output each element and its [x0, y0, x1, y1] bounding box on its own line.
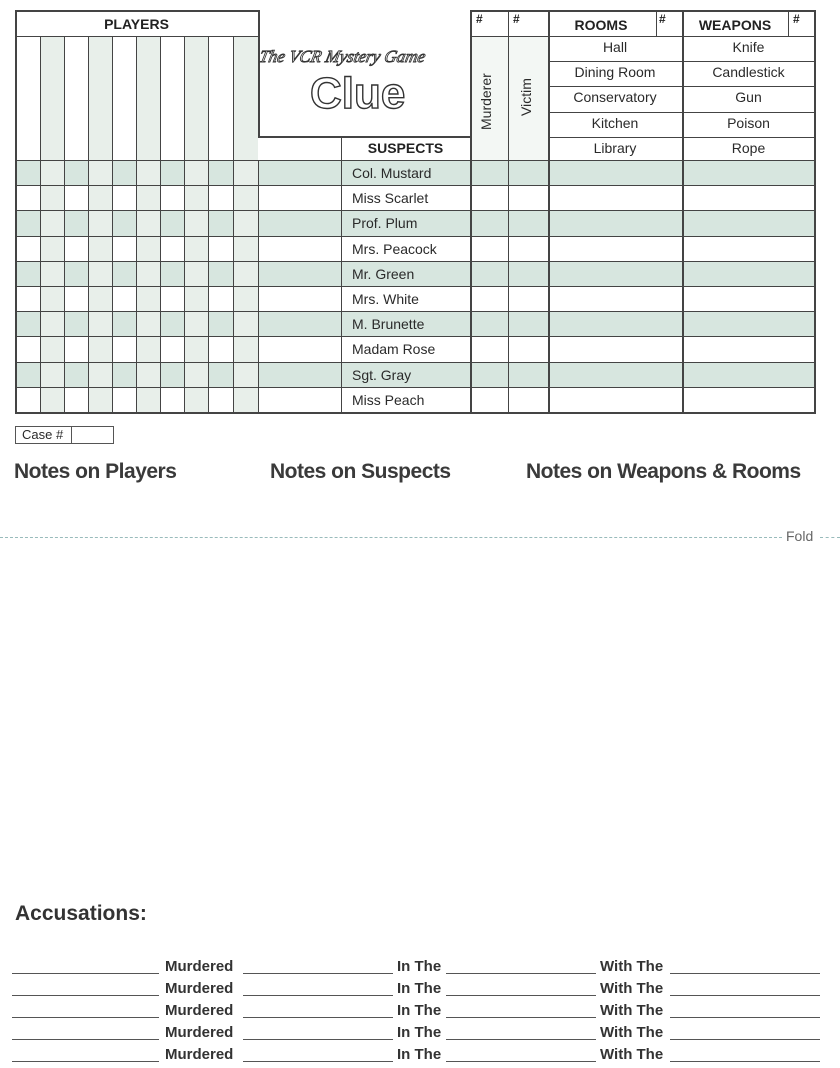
player-column-shade — [40, 36, 64, 412]
case-divider — [71, 427, 72, 443]
suspect-name: Mrs. White — [352, 291, 419, 307]
rw-row-line — [548, 112, 814, 113]
player-col-line — [136, 36, 137, 412]
accuser-blank[interactable] — [12, 1039, 159, 1040]
weapon-name: Rope — [731, 139, 766, 156]
frame-top-players — [15, 10, 258, 12]
murdered-label: Murdered — [165, 1024, 234, 1041]
player-col-line — [40, 36, 41, 412]
in-the-label: In The — [397, 1002, 442, 1019]
rw-row-line — [548, 137, 814, 138]
suspects-header-top — [341, 136, 470, 137]
suspect-name: Col. Mustard — [352, 165, 432, 181]
suspect-row-line — [15, 336, 814, 337]
svg-text:Clue: Clue — [310, 69, 406, 118]
suspects-col-left — [341, 136, 342, 412]
accusation-row — [0, 958, 840, 980]
player-col-line — [233, 36, 234, 412]
weapon-blank[interactable] — [670, 1017, 820, 1018]
weapon-blank[interactable] — [670, 973, 820, 974]
with-the-label: With The — [600, 1046, 664, 1063]
with-the-label: With The — [600, 958, 664, 975]
weapon-name: Candlestick — [712, 64, 785, 81]
fold-line — [0, 537, 782, 538]
room-name: Dining Room — [574, 64, 656, 81]
murdered-label: Murdered — [165, 1002, 234, 1019]
murdered-label: Murdered — [165, 1046, 234, 1063]
accuser-blank[interactable] — [12, 973, 159, 974]
victim-blank[interactable] — [243, 973, 393, 974]
murderer-label: Murderer — [478, 73, 494, 130]
rw-row-line — [548, 86, 814, 87]
accusation-row — [0, 1046, 840, 1068]
room-name: Conservatory — [573, 89, 657, 106]
rw-header-rule — [548, 36, 814, 37]
frame-bottom — [15, 412, 816, 414]
player-col-line — [208, 36, 209, 412]
suspect-row-line — [15, 210, 814, 211]
victim-blank[interactable] — [243, 1017, 393, 1018]
murdered-label: Murdered — [165, 980, 234, 997]
suspect-name: M. Brunette — [352, 316, 425, 333]
case-label: Case # — [22, 427, 64, 442]
suspect-name: Miss Scarlet — [352, 190, 429, 207]
rooms-hash-divider — [656, 10, 657, 36]
room-name: Hall — [602, 39, 628, 55]
suspect-name: Prof. Plum — [352, 215, 418, 232]
player-column-shade — [136, 36, 160, 412]
case-number-box[interactable] — [15, 426, 114, 444]
clue-logo-art — [258, 36, 468, 122]
weapon-name: Gun — [735, 89, 762, 106]
suspect-row-line — [15, 362, 814, 363]
svg-text:The VCR Mystery Game: The VCR Mystery Game — [258, 47, 428, 66]
suspect-name: Mrs. Peacock — [352, 240, 437, 257]
suspect-row-line — [15, 387, 814, 388]
suspect-row-line — [15, 261, 814, 262]
notes-suspects-heading: Notes on Suspects — [270, 460, 451, 483]
player-col-line — [160, 36, 161, 412]
weapon-name: Poison — [727, 114, 770, 131]
game-logo — [258, 36, 468, 122]
weapons-hash-divider — [788, 10, 789, 36]
with-the-label: With The — [600, 1002, 664, 1019]
suspect-name: Madam Rose — [352, 341, 436, 358]
suspect-row-line — [15, 185, 814, 186]
room-blank[interactable] — [446, 995, 596, 996]
room-blank[interactable] — [446, 973, 596, 974]
victim-hash: # — [513, 12, 520, 26]
weapon-blank[interactable] — [670, 995, 820, 996]
player-column-shade — [184, 36, 208, 412]
player-col-line — [184, 36, 185, 412]
suspects-header: SUSPECTS — [367, 140, 444, 156]
in-the-label: In The — [397, 1046, 442, 1063]
room-name: Library — [593, 139, 637, 156]
victim-blank[interactable] — [243, 1039, 393, 1040]
victim-blank[interactable] — [243, 995, 393, 996]
suspect-row-line — [15, 286, 814, 287]
fold-label: Fold — [786, 528, 814, 544]
accuser-blank[interactable] — [12, 995, 159, 996]
accusation-row — [0, 1002, 840, 1024]
in-the-label: In The — [397, 980, 442, 997]
frame-top-right — [470, 10, 816, 12]
frame-right — [814, 10, 816, 412]
suspect-name: Sgt. Gray — [352, 366, 412, 383]
weapon-name: Knife — [732, 39, 765, 55]
with-the-label: With The — [600, 980, 664, 997]
murdered-label: Murdered — [165, 958, 234, 975]
suspect-row-band — [15, 362, 814, 387]
player-column-shade — [233, 36, 258, 412]
victim-label: Victim — [518, 78, 534, 116]
rooms-hash: # — [659, 12, 666, 26]
room-name: Kitchen — [591, 114, 639, 131]
player-col-line — [112, 36, 113, 412]
room-blank[interactable] — [446, 1039, 596, 1040]
in-the-label: In The — [397, 958, 442, 975]
suspect-row-band — [15, 261, 814, 286]
accusations-title: Accusations: — [15, 902, 147, 925]
rooms-header: ROOMS — [574, 17, 628, 33]
suspect-row-line — [15, 160, 814, 161]
players-header: PLAYERS — [104, 16, 169, 32]
suspect-name: Mr. Green — [352, 265, 415, 282]
player-col-line — [88, 36, 89, 412]
suspect-row-line — [15, 236, 814, 237]
player-col-line — [64, 36, 65, 412]
weapon-blank[interactable] — [670, 1039, 820, 1040]
player-column-shade — [88, 36, 112, 412]
weapons-header: WEAPONS — [698, 17, 772, 33]
suspect-name: Miss Peach — [352, 391, 425, 408]
notes-players-heading: Notes on Players — [14, 460, 177, 483]
hash-row-rule — [470, 36, 548, 37]
accusation-row — [0, 1024, 840, 1046]
rw-row-line — [548, 61, 814, 62]
fold-line-end — [820, 537, 840, 538]
accuser-blank[interactable] — [12, 1017, 159, 1018]
suspect-row-line — [15, 311, 814, 312]
accusation-row — [0, 980, 840, 1002]
notes-weapons-rooms-heading: Notes on Weapons & Rooms — [526, 460, 801, 483]
in-the-label: In The — [397, 1024, 442, 1041]
weapons-hash: # — [793, 12, 800, 26]
murderer-hash: # — [476, 12, 483, 26]
room-blank[interactable] — [446, 1017, 596, 1018]
with-the-label: With The — [600, 1024, 664, 1041]
